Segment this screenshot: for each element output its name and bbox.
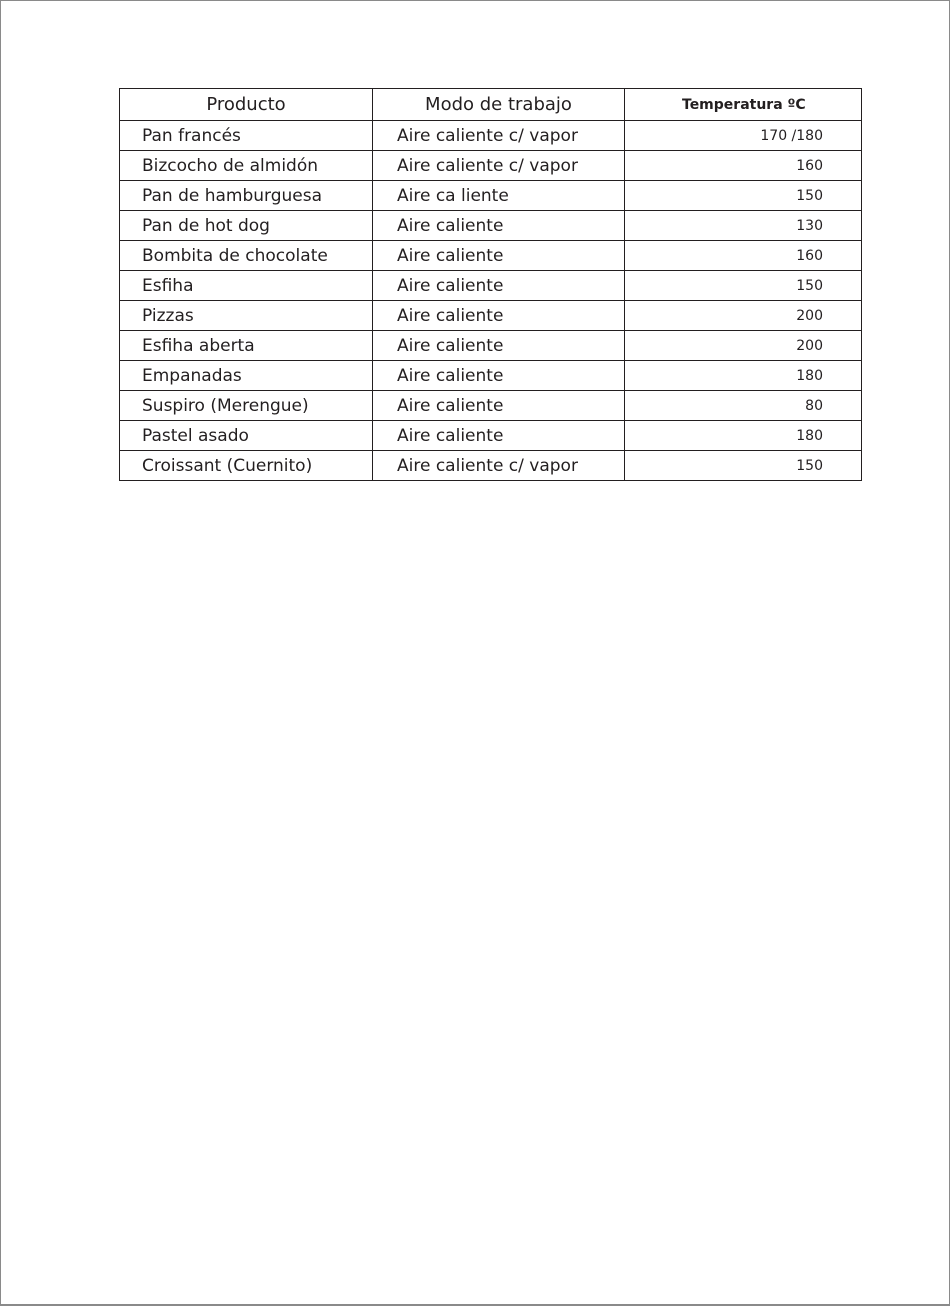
- table-row: [120, 301, 862, 331]
- table-row: [120, 121, 862, 151]
- cell-temperature: 180: [625, 421, 862, 451]
- cell-product: Esfiha aberta: [120, 331, 373, 361]
- cell-mode: Aire caliente: [373, 391, 625, 421]
- header-product: Producto: [120, 89, 373, 121]
- cell-temperature: 160: [625, 151, 862, 181]
- header-row: [120, 89, 862, 121]
- cell-product: Suspiro (Merengue): [120, 391, 373, 421]
- table-body: [120, 121, 862, 481]
- cell-mode: Aire caliente: [373, 361, 625, 391]
- cell-mode: Aire ca liente: [373, 181, 625, 211]
- cell-mode: Aire caliente: [373, 211, 625, 241]
- cell-temperature: 170 /180: [625, 121, 862, 151]
- cell-mode: Aire caliente: [373, 421, 625, 451]
- cell-mode: Aire caliente: [373, 241, 625, 271]
- cell-product: Pan francés: [120, 121, 373, 151]
- cell-temperature: 80: [625, 391, 862, 421]
- table-row: [120, 391, 862, 421]
- cell-product: Empanadas: [120, 361, 373, 391]
- cell-mode: Aire caliente: [373, 271, 625, 301]
- cell-mode: Aire caliente c/ vapor: [373, 151, 625, 181]
- baking-table: [119, 88, 862, 481]
- cell-product: Pastel asado: [120, 421, 373, 451]
- cell-product: Pan de hamburguesa: [120, 181, 373, 211]
- header-temperature: Temperatura ºC: [625, 89, 862, 121]
- cell-temperature: 200: [625, 301, 862, 331]
- table-row: [120, 421, 862, 451]
- cell-product: Croissant (Cuernito): [120, 451, 373, 481]
- cell-product: Bombita de chocolate: [120, 241, 373, 271]
- cell-temperature: 150: [625, 181, 862, 211]
- table-row: [120, 331, 862, 361]
- cell-product: Esfiha: [120, 271, 373, 301]
- table-row: [120, 361, 862, 391]
- cell-product: Bizcocho de almidón: [120, 151, 373, 181]
- table-row: [120, 241, 862, 271]
- cell-temperature: 150: [625, 271, 862, 301]
- cell-product: Pizzas: [120, 301, 373, 331]
- cell-mode: Aire caliente c/ vapor: [373, 121, 625, 151]
- cell-temperature: 150: [625, 451, 862, 481]
- table-header: [120, 89, 862, 121]
- cell-temperature: 130: [625, 211, 862, 241]
- table-row: [120, 211, 862, 241]
- cell-mode: Aire caliente: [373, 331, 625, 361]
- table-row: [120, 151, 862, 181]
- cell-temperature: 160: [625, 241, 862, 271]
- table-row: [120, 181, 862, 211]
- table-row: [120, 451, 862, 481]
- table-row: [120, 271, 862, 301]
- cell-temperature: 180: [625, 361, 862, 391]
- cell-product: Pan de hot dog: [120, 211, 373, 241]
- cell-temperature: 200: [625, 331, 862, 361]
- cell-mode: Aire caliente: [373, 301, 625, 331]
- cell-mode: Aire caliente c/ vapor: [373, 451, 625, 481]
- header-mode: Modo de trabajo: [373, 89, 625, 121]
